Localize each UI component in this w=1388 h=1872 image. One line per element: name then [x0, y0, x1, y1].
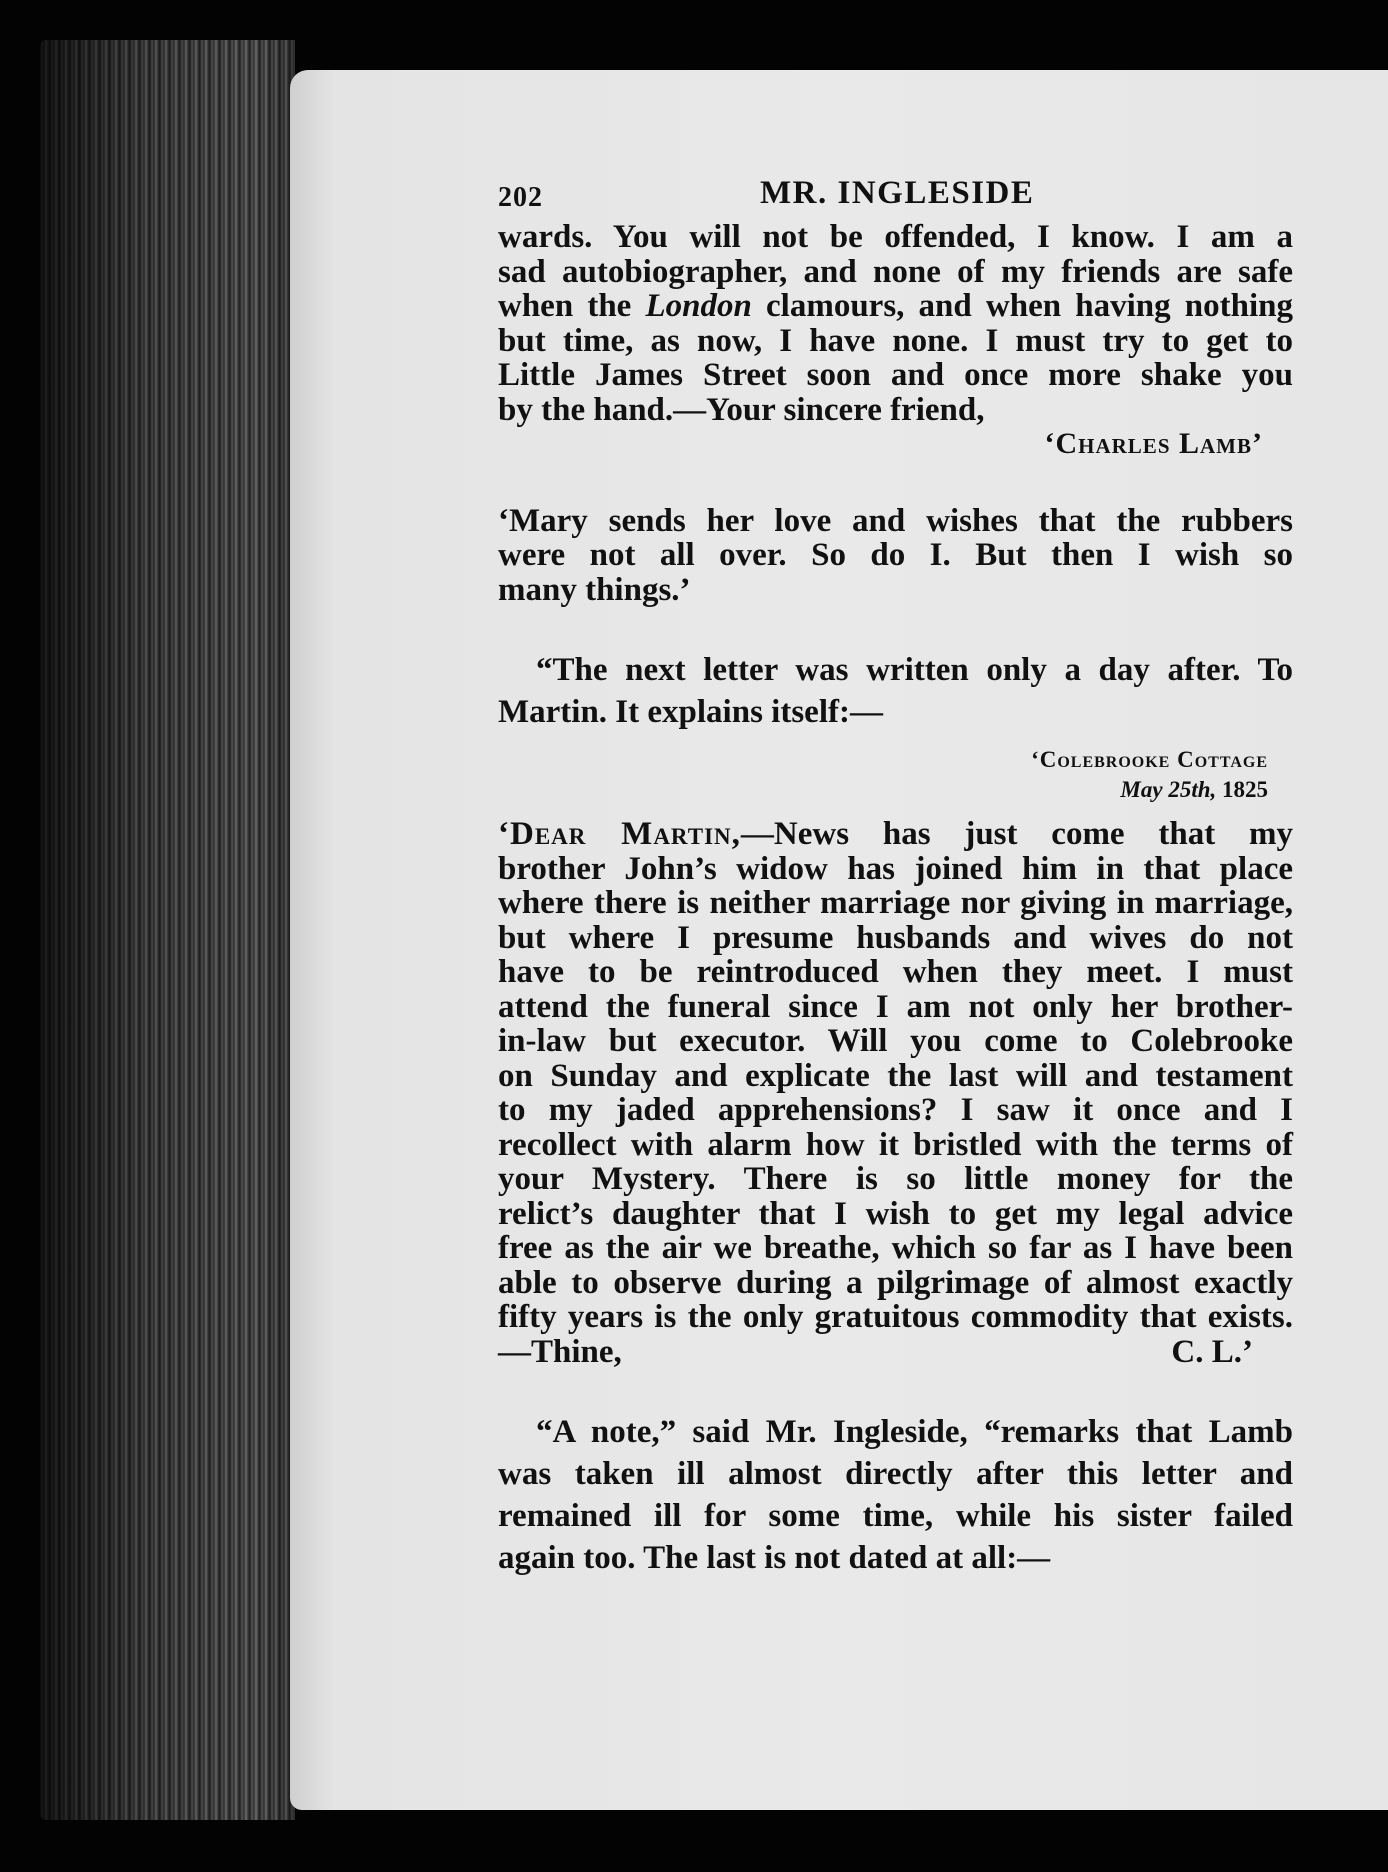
text-line: where there is neither marriage nor giving in marriage, [498, 885, 1293, 921]
page-number: 202 [498, 182, 543, 213]
text-line: were not all over. So do I. But then I wish so [498, 537, 1293, 573]
text-line: your Mystery. There is so little money for the [498, 1161, 1293, 1197]
page-edges-shadow [40, 40, 295, 1820]
text-line: by the hand.—Your sincere friend, [498, 391, 985, 428]
text-span: —News has just come that my [740, 816, 1293, 852]
italic-title: London [645, 288, 752, 324]
letter-address [498, 745, 1293, 805]
address-date [498, 775, 1293, 805]
text-line: was taken ill almost directly after this letter and [498, 1456, 1293, 1492]
text-span: clamours, and when having nothing [751, 288, 1293, 324]
narration-paragraph-1 [498, 649, 1293, 733]
letter-paragraph-2 [498, 817, 1293, 1369]
running-head [498, 170, 1293, 220]
text-line: free as the air we breathe, which so far as I have been [498, 1230, 1293, 1266]
text-line: wards. You will not be offended, I know. I am a [498, 219, 1293, 255]
text-line: ‘Mary sends her love and wishes that the rubbers [498, 502, 1293, 539]
text-line: remained ill for some time, while his sister failed [498, 1498, 1293, 1534]
text-line: again too. The last is not dated at all:— [498, 1540, 1051, 1576]
text-span: when the [498, 288, 646, 324]
letter-paragraph-1 [498, 220, 1293, 427]
text-line: Little James Street soon and once more shake you [498, 357, 1293, 393]
text-line: to my jaded apprehensions? I saw it once and I [498, 1092, 1293, 1128]
postscript-paragraph [498, 504, 1293, 608]
address-date-italic: May 25th, [1120, 777, 1217, 802]
text-line: but time, as now, I have none. I must try to get to [498, 322, 1293, 359]
text-line: in-law but executor. Will you come to Colebrooke [498, 1023, 1293, 1059]
address-year: 1825 [1216, 777, 1268, 802]
text-line: sad autobiographer, and none of my friends are safe [498, 253, 1293, 290]
closing-line [498, 1335, 1293, 1370]
signature-charles-lamb: ‘Charles Lamb’ [1044, 427, 1263, 460]
text-line: many things.’ [498, 571, 691, 608]
text-line: fifty years is the only gratuitous commodity that exists. [498, 1299, 1293, 1335]
text-line: on Sunday and explicate the last will and testament [498, 1057, 1293, 1094]
text-line [498, 817, 1293, 852]
text-line: Martin. It explains itself:— [498, 694, 883, 730]
text-line: but where I presume husbands and wives do not [498, 919, 1293, 956]
text-line: recollect with alarm how it bristled with the terms of [498, 1126, 1293, 1163]
text-line: have to be reintroduced when they meet. I must [498, 954, 1293, 990]
narration-paragraph-2 [498, 1411, 1293, 1579]
text-line: able to observe during a pilgrimage of almost exactly [498, 1264, 1293, 1301]
running-title: MR. INGLESIDE [760, 175, 1035, 211]
closing-thine: —Thine, [498, 1333, 622, 1370]
text-line: “The next letter was written only a day after. To [536, 652, 1293, 688]
salutation: ‘Dear Martin, [498, 816, 741, 852]
text-block [498, 170, 1293, 1579]
text-line [498, 289, 1293, 324]
text-line: “A note,” said Mr. Ingleside, “remarks that Lamb [536, 1414, 1293, 1450]
text-line: relict’s daughter that I wish to get my legal advice [498, 1195, 1293, 1232]
text-line: brother John’s widow has joined him in that place [498, 850, 1293, 887]
text-line: attend the funeral since I am not only her brother- [498, 988, 1293, 1025]
closing-initials: C. L.’ [1171, 1333, 1253, 1370]
address-place: ‘Colebrooke Cottage [1031, 747, 1268, 772]
